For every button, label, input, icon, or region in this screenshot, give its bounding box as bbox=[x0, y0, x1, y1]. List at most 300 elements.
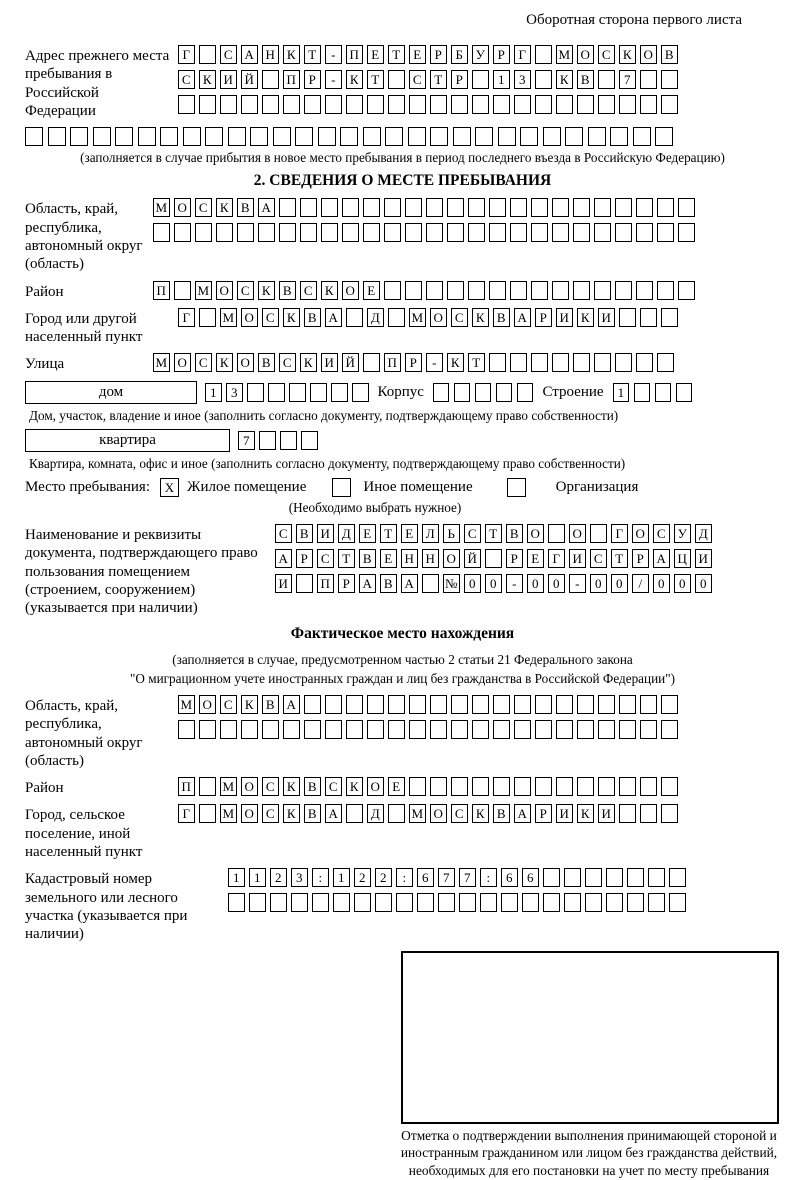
char-cell[interactable] bbox=[489, 281, 506, 300]
char-cell[interactable] bbox=[199, 45, 216, 64]
char-cell[interactable]: 0 bbox=[464, 574, 481, 593]
char-cell[interactable]: И bbox=[598, 308, 615, 327]
char-cell[interactable] bbox=[468, 198, 485, 217]
char-cell[interactable] bbox=[409, 95, 426, 114]
char-cell[interactable] bbox=[205, 127, 223, 146]
char-cell[interactable] bbox=[543, 893, 560, 912]
char-cell[interactable] bbox=[472, 777, 489, 796]
char-cell[interactable] bbox=[195, 223, 212, 242]
char-cell[interactable]: О bbox=[241, 804, 258, 823]
char-cell[interactable]: Т bbox=[380, 524, 397, 543]
char-cell[interactable]: - bbox=[569, 574, 586, 593]
char-cell[interactable]: Д bbox=[367, 804, 384, 823]
char-cell[interactable] bbox=[552, 223, 569, 242]
char-cell[interactable] bbox=[510, 198, 527, 217]
char-cell[interactable]: К bbox=[283, 804, 300, 823]
char-cell[interactable]: Е bbox=[367, 45, 384, 64]
char-cell[interactable] bbox=[657, 223, 674, 242]
char-cell[interactable] bbox=[433, 383, 450, 402]
char-cell[interactable]: И bbox=[220, 70, 237, 89]
char-cell[interactable] bbox=[354, 893, 371, 912]
char-cell[interactable] bbox=[310, 383, 327, 402]
char-cell[interactable] bbox=[510, 223, 527, 242]
char-cell[interactable]: В bbox=[380, 574, 397, 593]
char-cell[interactable]: М bbox=[153, 198, 170, 217]
char-cell[interactable] bbox=[493, 695, 510, 714]
char-cell[interactable] bbox=[531, 353, 548, 372]
char-cell[interactable] bbox=[556, 720, 573, 739]
char-cell[interactable] bbox=[661, 95, 678, 114]
char-cell[interactable]: С bbox=[262, 308, 279, 327]
char-cell[interactable] bbox=[25, 127, 43, 146]
char-cell[interactable] bbox=[636, 223, 653, 242]
char-cell[interactable] bbox=[577, 777, 594, 796]
char-cell[interactable] bbox=[496, 383, 513, 402]
char-cell[interactable]: В bbox=[304, 777, 321, 796]
char-cell[interactable] bbox=[333, 893, 350, 912]
char-cell[interactable] bbox=[451, 695, 468, 714]
char-cell[interactable] bbox=[250, 127, 268, 146]
char-cell[interactable] bbox=[430, 720, 447, 739]
char-cell[interactable] bbox=[304, 695, 321, 714]
char-cell[interactable] bbox=[430, 777, 447, 796]
char-cell[interactable]: Р bbox=[506, 549, 523, 568]
char-cell[interactable] bbox=[384, 198, 401, 217]
char-cell[interactable]: В bbox=[262, 695, 279, 714]
char-cell[interactable] bbox=[655, 383, 672, 402]
char-cell[interactable] bbox=[388, 308, 405, 327]
char-cell[interactable] bbox=[510, 353, 527, 372]
char-cell[interactable] bbox=[199, 720, 216, 739]
char-cell[interactable] bbox=[535, 45, 552, 64]
char-cell[interactable]: К bbox=[241, 695, 258, 714]
char-cell[interactable] bbox=[498, 127, 516, 146]
char-cell[interactable]: Р bbox=[430, 45, 447, 64]
char-cell[interactable]: И bbox=[598, 804, 615, 823]
char-cell[interactable] bbox=[183, 127, 201, 146]
char-cell[interactable]: О bbox=[367, 777, 384, 796]
char-cell[interactable] bbox=[552, 353, 569, 372]
char-cell[interactable] bbox=[520, 127, 538, 146]
char-cell[interactable]: 3 bbox=[514, 70, 531, 89]
char-cell[interactable] bbox=[514, 720, 531, 739]
char-cell[interactable] bbox=[268, 383, 285, 402]
char-cell[interactable] bbox=[363, 353, 380, 372]
char-cell[interactable]: 2 bbox=[270, 868, 287, 887]
char-cell[interactable] bbox=[426, 198, 443, 217]
char-cell[interactable] bbox=[493, 95, 510, 114]
char-cell[interactable]: С bbox=[325, 777, 342, 796]
char-cell[interactable]: 0 bbox=[527, 574, 544, 593]
char-cell[interactable] bbox=[640, 695, 657, 714]
char-cell[interactable]: С bbox=[178, 70, 195, 89]
char-cell[interactable] bbox=[417, 893, 434, 912]
char-cell[interactable] bbox=[340, 127, 358, 146]
char-cell[interactable]: Г bbox=[611, 524, 628, 543]
char-cell[interactable]: 7 bbox=[438, 868, 455, 887]
char-cell[interactable]: К bbox=[300, 353, 317, 372]
char-cell[interactable] bbox=[594, 198, 611, 217]
char-cell[interactable]: 1 bbox=[228, 868, 245, 887]
char-cell[interactable]: Ц bbox=[674, 549, 691, 568]
char-cell[interactable] bbox=[657, 353, 674, 372]
char-cell[interactable]: Е bbox=[363, 281, 380, 300]
char-cell[interactable]: С bbox=[195, 353, 212, 372]
char-cell[interactable] bbox=[640, 95, 657, 114]
char-cell[interactable] bbox=[489, 353, 506, 372]
char-cell[interactable]: М bbox=[153, 353, 170, 372]
char-cell[interactable]: Й bbox=[241, 70, 258, 89]
char-cell[interactable]: М bbox=[556, 45, 573, 64]
char-cell[interactable]: - bbox=[426, 353, 443, 372]
char-cell[interactable] bbox=[409, 695, 426, 714]
char-cell[interactable]: И bbox=[556, 804, 573, 823]
char-cell[interactable] bbox=[535, 695, 552, 714]
char-cell[interactable] bbox=[422, 574, 439, 593]
char-cell[interactable] bbox=[312, 893, 329, 912]
char-cell[interactable] bbox=[249, 893, 266, 912]
char-cell[interactable]: С bbox=[237, 281, 254, 300]
char-cell[interactable] bbox=[619, 777, 636, 796]
stay-option-zhiloe-checkbox[interactable]: X bbox=[160, 478, 179, 497]
char-cell[interactable] bbox=[93, 127, 111, 146]
char-cell[interactable]: К bbox=[619, 45, 636, 64]
char-cell[interactable]: М bbox=[220, 308, 237, 327]
char-cell[interactable]: М bbox=[409, 804, 426, 823]
char-cell[interactable]: 1 bbox=[613, 383, 630, 402]
char-cell[interactable] bbox=[283, 720, 300, 739]
char-cell[interactable]: А bbox=[241, 45, 258, 64]
char-cell[interactable] bbox=[409, 777, 426, 796]
char-cell[interactable] bbox=[615, 198, 632, 217]
char-cell[interactable] bbox=[669, 893, 686, 912]
char-cell[interactable]: 1 bbox=[249, 868, 266, 887]
char-cell[interactable]: М bbox=[409, 308, 426, 327]
char-cell[interactable]: О bbox=[342, 281, 359, 300]
char-cell[interactable] bbox=[615, 223, 632, 242]
char-cell[interactable] bbox=[70, 127, 88, 146]
char-cell[interactable] bbox=[304, 720, 321, 739]
char-cell[interactable]: В bbox=[577, 70, 594, 89]
char-cell[interactable] bbox=[160, 127, 178, 146]
char-cell[interactable]: Н bbox=[262, 45, 279, 64]
char-cell[interactable] bbox=[669, 868, 686, 887]
char-cell[interactable]: Т bbox=[430, 70, 447, 89]
char-cell[interactable]: 0 bbox=[611, 574, 628, 593]
char-cell[interactable] bbox=[447, 198, 464, 217]
char-cell[interactable]: О bbox=[443, 549, 460, 568]
char-cell[interactable]: 1 bbox=[205, 383, 222, 402]
char-cell[interactable] bbox=[318, 127, 336, 146]
char-cell[interactable] bbox=[606, 868, 623, 887]
char-cell[interactable] bbox=[396, 893, 413, 912]
char-cell[interactable]: А bbox=[325, 308, 342, 327]
char-cell[interactable] bbox=[543, 127, 561, 146]
char-cell[interactable] bbox=[489, 223, 506, 242]
char-cell[interactable]: Д bbox=[338, 524, 355, 543]
char-cell[interactable]: К bbox=[199, 70, 216, 89]
char-cell[interactable] bbox=[241, 720, 258, 739]
char-cell[interactable] bbox=[598, 720, 615, 739]
char-cell[interactable]: К bbox=[556, 70, 573, 89]
char-cell[interactable]: Й bbox=[342, 353, 359, 372]
char-cell[interactable] bbox=[301, 431, 318, 450]
char-cell[interactable] bbox=[472, 95, 489, 114]
char-cell[interactable]: 1 bbox=[493, 70, 510, 89]
char-cell[interactable] bbox=[321, 223, 338, 242]
char-cell[interactable]: Г bbox=[514, 45, 531, 64]
char-cell[interactable] bbox=[405, 281, 422, 300]
char-cell[interactable]: Т bbox=[388, 45, 405, 64]
char-cell[interactable] bbox=[363, 223, 380, 242]
char-cell[interactable]: С bbox=[590, 549, 607, 568]
char-cell[interactable]: № bbox=[443, 574, 460, 593]
char-cell[interactable]: В bbox=[296, 524, 313, 543]
char-cell[interactable]: - bbox=[506, 574, 523, 593]
char-cell[interactable]: М bbox=[220, 777, 237, 796]
char-cell[interactable]: Т bbox=[468, 353, 485, 372]
char-cell[interactable] bbox=[408, 127, 426, 146]
char-cell[interactable]: О bbox=[216, 281, 233, 300]
char-cell[interactable]: Т bbox=[338, 549, 355, 568]
char-cell[interactable] bbox=[514, 695, 531, 714]
char-cell[interactable]: 3 bbox=[291, 868, 308, 887]
char-cell[interactable]: А bbox=[275, 549, 292, 568]
char-cell[interactable]: Р bbox=[405, 353, 422, 372]
char-cell[interactable]: К bbox=[472, 308, 489, 327]
char-cell[interactable] bbox=[363, 127, 381, 146]
char-cell[interactable]: П bbox=[384, 353, 401, 372]
char-cell[interactable]: О bbox=[174, 353, 191, 372]
char-cell[interactable] bbox=[451, 95, 468, 114]
char-cell[interactable] bbox=[280, 431, 297, 450]
char-cell[interactable]: 1 bbox=[333, 868, 350, 887]
char-cell[interactable] bbox=[640, 308, 657, 327]
char-cell[interactable]: Е bbox=[409, 45, 426, 64]
char-cell[interactable]: К bbox=[346, 777, 363, 796]
char-cell[interactable] bbox=[556, 777, 573, 796]
char-cell[interactable]: В bbox=[506, 524, 523, 543]
char-cell[interactable]: Г bbox=[548, 549, 565, 568]
apartment-type-box[interactable]: квартира bbox=[25, 429, 230, 452]
char-cell[interactable]: Р bbox=[493, 45, 510, 64]
char-cell[interactable] bbox=[220, 720, 237, 739]
char-cell[interactable] bbox=[342, 223, 359, 242]
char-cell[interactable] bbox=[388, 95, 405, 114]
char-cell[interactable]: С bbox=[275, 524, 292, 543]
char-cell[interactable]: О bbox=[430, 804, 447, 823]
char-cell[interactable] bbox=[388, 70, 405, 89]
char-cell[interactable] bbox=[321, 198, 338, 217]
char-cell[interactable]: С bbox=[220, 45, 237, 64]
char-cell[interactable]: 6 bbox=[522, 868, 539, 887]
char-cell[interactable] bbox=[517, 383, 534, 402]
char-cell[interactable] bbox=[453, 127, 471, 146]
char-cell[interactable]: 7 bbox=[459, 868, 476, 887]
char-cell[interactable]: К bbox=[258, 281, 275, 300]
char-cell[interactable]: Г bbox=[178, 308, 195, 327]
char-cell[interactable]: 2 bbox=[375, 868, 392, 887]
char-cell[interactable] bbox=[325, 695, 342, 714]
char-cell[interactable] bbox=[178, 720, 195, 739]
char-cell[interactable]: Й bbox=[464, 549, 481, 568]
char-cell[interactable] bbox=[384, 281, 401, 300]
char-cell[interactable] bbox=[514, 777, 531, 796]
char-cell[interactable]: О bbox=[241, 308, 258, 327]
char-cell[interactable] bbox=[556, 95, 573, 114]
char-cell[interactable] bbox=[598, 777, 615, 796]
char-cell[interactable] bbox=[588, 127, 606, 146]
char-cell[interactable] bbox=[468, 223, 485, 242]
char-cell[interactable]: В bbox=[493, 804, 510, 823]
char-cell[interactable]: О bbox=[569, 524, 586, 543]
char-cell[interactable] bbox=[661, 695, 678, 714]
char-cell[interactable] bbox=[514, 95, 531, 114]
char-cell[interactable]: : bbox=[396, 868, 413, 887]
char-cell[interactable]: 0 bbox=[653, 574, 670, 593]
char-cell[interactable]: В bbox=[304, 804, 321, 823]
char-cell[interactable] bbox=[346, 95, 363, 114]
char-cell[interactable] bbox=[388, 804, 405, 823]
char-cell[interactable]: 0 bbox=[695, 574, 712, 593]
char-cell[interactable]: О bbox=[577, 45, 594, 64]
char-cell[interactable]: П bbox=[346, 45, 363, 64]
char-cell[interactable] bbox=[552, 281, 569, 300]
char-cell[interactable] bbox=[678, 198, 695, 217]
char-cell[interactable] bbox=[331, 383, 348, 402]
char-cell[interactable] bbox=[585, 893, 602, 912]
char-cell[interactable] bbox=[279, 198, 296, 217]
char-cell[interactable]: Р bbox=[451, 70, 468, 89]
char-cell[interactable] bbox=[273, 127, 291, 146]
char-cell[interactable] bbox=[657, 281, 674, 300]
char-cell[interactable] bbox=[220, 95, 237, 114]
char-cell[interactable]: Д bbox=[367, 308, 384, 327]
char-cell[interactable]: С bbox=[262, 804, 279, 823]
char-cell[interactable] bbox=[640, 777, 657, 796]
char-cell[interactable] bbox=[409, 720, 426, 739]
char-cell[interactable]: В bbox=[279, 281, 296, 300]
char-cell[interactable]: 0 bbox=[674, 574, 691, 593]
char-cell[interactable]: - bbox=[325, 45, 342, 64]
char-cell[interactable] bbox=[661, 70, 678, 89]
char-cell[interactable]: И bbox=[317, 524, 334, 543]
char-cell[interactable]: С bbox=[279, 353, 296, 372]
char-cell[interactable]: С bbox=[300, 281, 317, 300]
char-cell[interactable] bbox=[426, 281, 443, 300]
char-cell[interactable] bbox=[472, 70, 489, 89]
char-cell[interactable]: П bbox=[317, 574, 334, 593]
char-cell[interactable] bbox=[153, 223, 170, 242]
char-cell[interactable] bbox=[564, 868, 581, 887]
char-cell[interactable] bbox=[262, 720, 279, 739]
char-cell[interactable] bbox=[531, 198, 548, 217]
char-cell[interactable]: А bbox=[401, 574, 418, 593]
char-cell[interactable] bbox=[430, 695, 447, 714]
char-cell[interactable] bbox=[346, 720, 363, 739]
char-cell[interactable] bbox=[535, 777, 552, 796]
char-cell[interactable]: Р bbox=[338, 574, 355, 593]
char-cell[interactable] bbox=[447, 281, 464, 300]
char-cell[interactable] bbox=[636, 281, 653, 300]
char-cell[interactable]: И bbox=[569, 549, 586, 568]
char-cell[interactable]: О bbox=[199, 695, 216, 714]
char-cell[interactable] bbox=[573, 353, 590, 372]
char-cell[interactable] bbox=[619, 95, 636, 114]
char-cell[interactable]: Т bbox=[367, 70, 384, 89]
char-cell[interactable] bbox=[352, 383, 369, 402]
char-cell[interactable] bbox=[501, 893, 518, 912]
char-cell[interactable] bbox=[573, 198, 590, 217]
char-cell[interactable] bbox=[451, 777, 468, 796]
char-cell[interactable] bbox=[510, 281, 527, 300]
char-cell[interactable] bbox=[619, 720, 636, 739]
char-cell[interactable]: Р bbox=[535, 804, 552, 823]
char-cell[interactable] bbox=[627, 893, 644, 912]
char-cell[interactable] bbox=[295, 127, 313, 146]
char-cell[interactable] bbox=[216, 223, 233, 242]
char-cell[interactable] bbox=[262, 95, 279, 114]
char-cell[interactable]: К bbox=[321, 281, 338, 300]
char-cell[interactable]: Т bbox=[485, 524, 502, 543]
char-cell[interactable] bbox=[535, 70, 552, 89]
char-cell[interactable] bbox=[346, 695, 363, 714]
char-cell[interactable]: К bbox=[577, 804, 594, 823]
char-cell[interactable] bbox=[594, 353, 611, 372]
char-cell[interactable] bbox=[367, 95, 384, 114]
char-cell[interactable]: М bbox=[195, 281, 212, 300]
char-cell[interactable]: П bbox=[153, 281, 170, 300]
char-cell[interactable]: 0 bbox=[548, 574, 565, 593]
char-cell[interactable] bbox=[174, 281, 191, 300]
char-cell[interactable] bbox=[115, 127, 133, 146]
char-cell[interactable] bbox=[493, 720, 510, 739]
char-cell[interactable] bbox=[48, 127, 66, 146]
char-cell[interactable] bbox=[247, 383, 264, 402]
char-cell[interactable] bbox=[430, 127, 448, 146]
char-cell[interactable] bbox=[661, 308, 678, 327]
char-cell[interactable] bbox=[640, 804, 657, 823]
char-cell[interactable] bbox=[363, 198, 380, 217]
char-cell[interactable] bbox=[342, 198, 359, 217]
char-cell[interactable] bbox=[535, 720, 552, 739]
char-cell[interactable] bbox=[640, 720, 657, 739]
char-cell[interactable] bbox=[594, 223, 611, 242]
char-cell[interactable] bbox=[627, 868, 644, 887]
char-cell[interactable] bbox=[438, 893, 455, 912]
char-cell[interactable]: С bbox=[598, 45, 615, 64]
char-cell[interactable] bbox=[489, 198, 506, 217]
char-cell[interactable]: К bbox=[283, 308, 300, 327]
char-cell[interactable]: С bbox=[409, 70, 426, 89]
char-cell[interactable]: Ь bbox=[443, 524, 460, 543]
char-cell[interactable]: С bbox=[464, 524, 481, 543]
char-cell[interactable] bbox=[237, 223, 254, 242]
char-cell[interactable] bbox=[648, 868, 665, 887]
char-cell[interactable]: Р bbox=[304, 70, 321, 89]
char-cell[interactable] bbox=[475, 383, 492, 402]
char-cell[interactable]: У bbox=[674, 524, 691, 543]
char-cell[interactable]: В bbox=[237, 198, 254, 217]
char-cell[interactable]: : bbox=[312, 868, 329, 887]
char-cell[interactable] bbox=[300, 198, 317, 217]
char-cell[interactable]: Н bbox=[422, 549, 439, 568]
char-cell[interactable] bbox=[279, 223, 296, 242]
char-cell[interactable] bbox=[573, 281, 590, 300]
char-cell[interactable] bbox=[199, 777, 216, 796]
char-cell[interactable] bbox=[636, 353, 653, 372]
char-cell[interactable] bbox=[493, 777, 510, 796]
